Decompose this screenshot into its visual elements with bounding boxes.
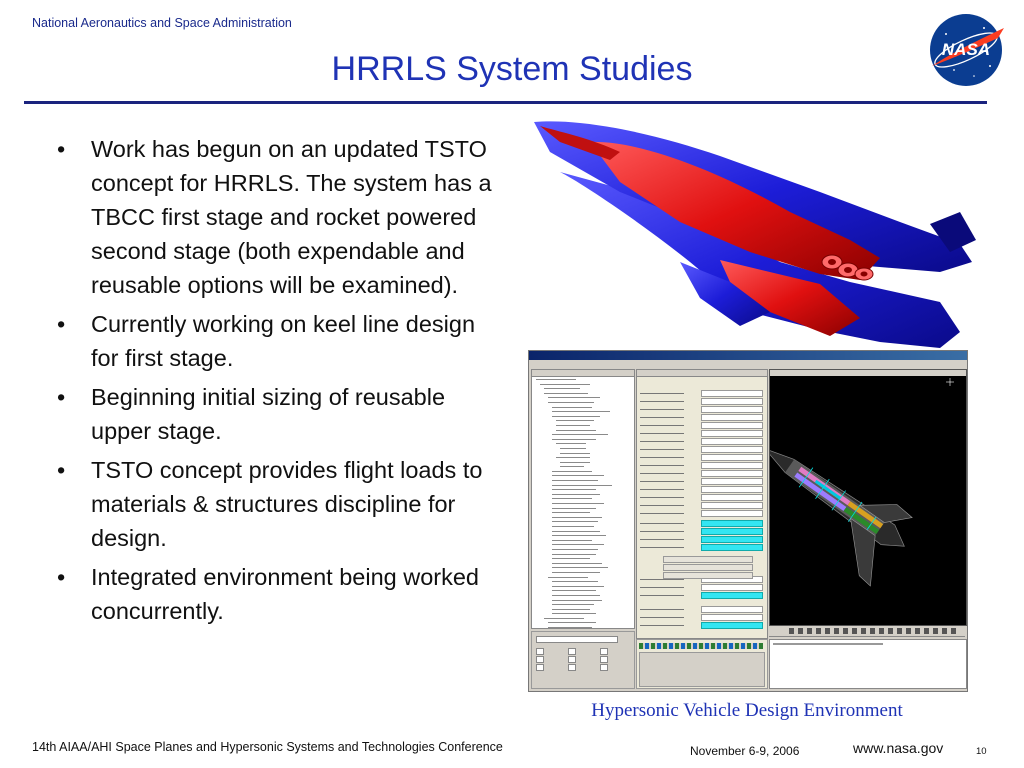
bullet-item [55, 560, 495, 628]
model-tree-pane [531, 369, 635, 629]
graphics-toolbar [769, 626, 965, 637]
model-tree [532, 377, 634, 643]
bullet-text: Beginning initial sizing of reusable upper stage. [91, 384, 446, 444]
vehicle-wireframe [770, 376, 966, 625]
title-divider [24, 101, 987, 104]
bullet-dot: • [57, 136, 66, 162]
bullet-item [55, 380, 495, 448]
agency-name: National Aeronautics and Space Administration [32, 16, 292, 30]
tool-menu-bar [529, 360, 967, 367]
bullet-dot: • [57, 457, 66, 483]
toolbar-pane [636, 639, 768, 689]
figure-caption: Hypersonic Vehicle Design Environment [591, 700, 903, 721]
bullet-dot: • [57, 564, 66, 590]
page-number: 10 [976, 746, 987, 757]
bullet-list [55, 132, 495, 633]
bullet-text: Integrated environment being worked concurrently. [91, 564, 479, 624]
bullet-text: Currently working on keel line design for first stage. [91, 311, 476, 371]
message-pane [769, 639, 967, 689]
model-options-pane [531, 631, 635, 689]
design-environment-screenshot [528, 350, 968, 692]
bullet-item [55, 132, 495, 302]
bullet-text: TSTO concept provides flight loads to materials & structures discipline for design. [91, 457, 483, 551]
page-title: HRRLS System Studies [331, 50, 693, 88]
bullet-item [55, 453, 495, 555]
bullet-dot: • [57, 384, 66, 410]
tool-title-bar [529, 351, 967, 360]
work-area-pane [636, 369, 768, 639]
vehicle-rendering [520, 112, 986, 358]
graphics-display-pane [769, 369, 967, 626]
bullet-item [55, 307, 495, 375]
footer-url[interactable]: www.nasa.gov [853, 740, 944, 756]
bullet-dot: • [57, 311, 66, 337]
nasa-logo-text: NASA [941, 40, 991, 59]
footer-conference: 14th AIAA/AHI Space Planes and Hypersonic Systems and Technologies Conference [32, 740, 503, 754]
footer-date: November 6-9, 2006 [690, 744, 800, 758]
bullet-text: Work has begun on an updated TSTO concept for HRRLS. The system has a TBCC first stage and rocket powered second stage (both expendable and reusable options will be examined). [91, 136, 492, 298]
